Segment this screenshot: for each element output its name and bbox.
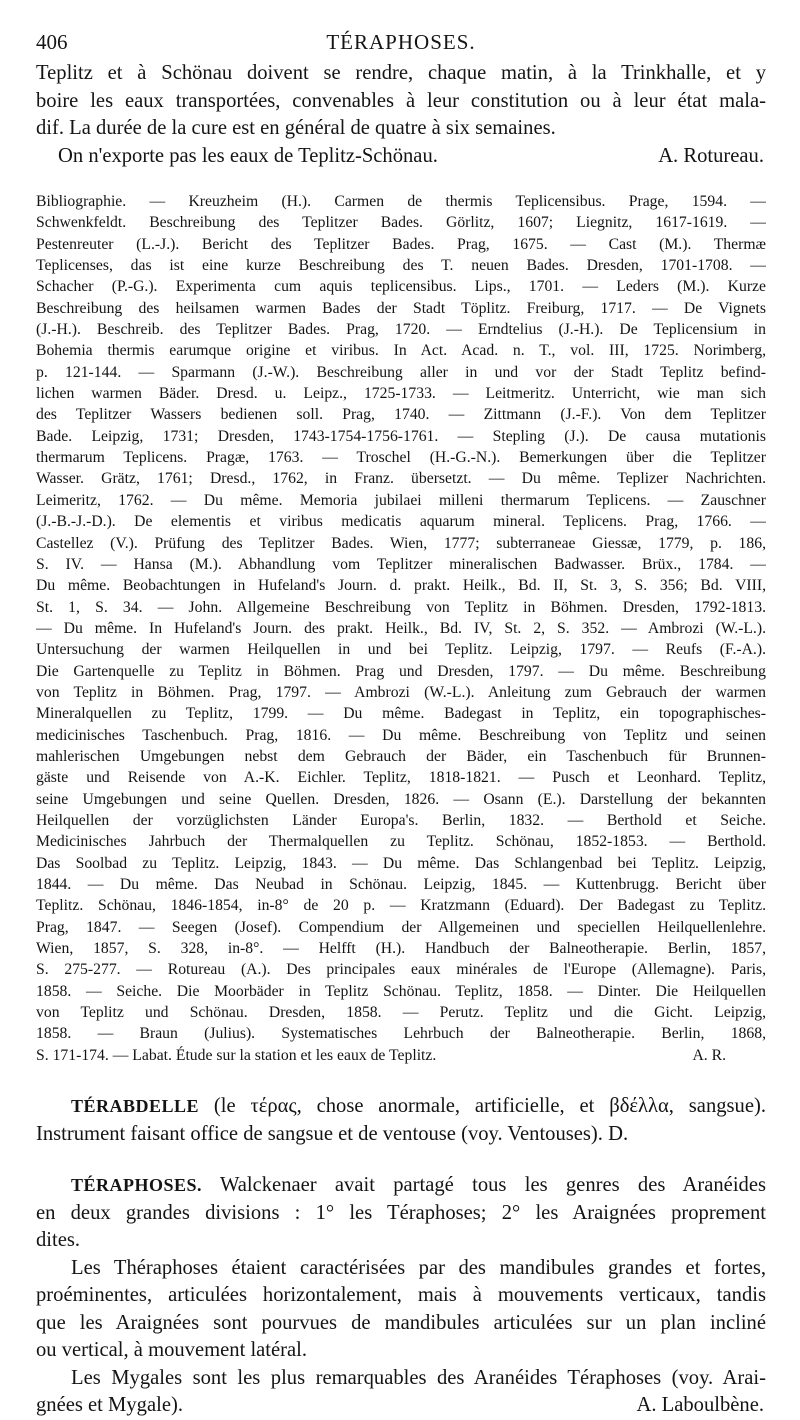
text-line: proéminentes, articulées horizontalement, mais à mouvements verticaux, tandis — [36, 1284, 766, 1307]
page-header — [36, 22, 766, 52]
bibliography-line: 1858. — Seiche. Die Moorbäder in Teplitz Schönau. Teplitz, 1858. — Dinter. Die Heilquellen — [36, 982, 766, 1000]
text-line: en deux grandes divisions : 1° les Téraphoses; 2° les Araignées proprement — [36, 1201, 766, 1224]
bibliography-line: S. IV. — Hansa (M.). Abhandlung vom Teplitzer mineralischen Badwasser. Brüx., 1784. — — [36, 555, 766, 573]
bibliography-line: (J.-H.). Beschreib. des Teplitzer Bades. Prag, 1720. — Erndtelius (J.-H.). De Teplicensium in — [36, 321, 766, 339]
bibliography-line: des Teplitzer Wassers bedienen soll. Prag, 1740. — Zittmann (J.-F.). Von dem Teplitzer — [36, 406, 766, 424]
bibliography-line: St. 1, S. 34. — John. Allgemeine Beschreibung von Teplitz in Böhmen. Dresden, 1792-1813. — [36, 598, 766, 616]
text-line: Instrument faisant office de sangsue et de ventouse (voy. Ventouses). D. — [36, 1122, 629, 1145]
text-line: Teplitz et à Schönau doivent se rendre, chaque matin, à la Trinkhalle, et y — [36, 62, 766, 84]
closing-line — [36, 1392, 766, 1420]
text-line: dif. La durée de la cure est en général de quatre à six semaines. — [36, 117, 556, 139]
bibliography-line: (J.-B.-J.-D.). De elementis et viribus medicatis aquarum mineral. Teplicens. Prag, 1766. — — [36, 513, 766, 531]
entry-first-line — [36, 1093, 766, 1121]
entry-terabdelle — [36, 1093, 766, 1148]
text-line: Les Mygales sont les plus remarquables des Aranéides Téraphoses (voy. Arai- — [71, 1366, 766, 1389]
document-page — [36, 22, 766, 1420]
bibliography-line: von Teplitz und Schönau. Dresden, 1858. — Perutz. Teplitz und die Gicht. Leipzig, — [36, 1004, 766, 1022]
bibliography-line: seine Umgebungen und seine Quellen. Dresden, 1826. — Osann (E.). Darstellung der bekannten — [36, 790, 766, 808]
headword: TÉRABDELLE — [71, 1096, 200, 1117]
bibliography-line: gäste und Reisende von A.-K. Eichler. Teplitz, 1818-1821. — Pusch et Leonhard. Teplitz, — [36, 769, 766, 787]
bibliography-line: Schacher (P.-G.). Experimenta cum aquis teplicensibus. Lips., 1701. — Leders (M.). Kurze — [36, 278, 766, 296]
bibliography-line: 1858. — Braun (Julius). Systematisches Lehrbuch der Balneotherapie. Berlin, 1868, — [36, 1025, 766, 1043]
author-signature: A. R. — [692, 1046, 726, 1064]
page-number: 406 — [36, 30, 68, 54]
text-line: boire les eaux transportées, convenables à leur constitution ou à leur état mala- — [36, 89, 766, 112]
bibliography-last-row — [36, 1045, 766, 1066]
bibliography-line: p. 121-144. — Sparmann (J.-W.). Beschreibung aller in und vor der Stadt Teplitz befind- — [36, 363, 766, 381]
bibliography — [36, 191, 766, 1066]
bibliography-line: Medicinisches Jahrbuch der Thermalquellen zu Teplitz. Schönau, 1852-1853. — Berthold. — [36, 833, 766, 851]
bibliography-line: Mineralquellen zu Teplitz, 1799. — Du même. Badegast in Teplitz, ein topographisches- — [36, 705, 766, 723]
text-line: que les Araignées sont pourvues de mandibules articulées sur un plan incliné — [36, 1311, 766, 1334]
text-line: gnées et Mygale). — [36, 1394, 183, 1417]
bibliography-line: medicinisches Taschenbuch. Prag, 1816. — Du même. Beschreibung von Teplitz und seinen — [36, 726, 766, 744]
bibliography-line: Untersuchung der warmen Heilquellen in und bei Teplitz. Leipzig, 1797. — Reufs (F.-A.). — [36, 641, 766, 659]
bibliography-line: Pestenreuter (L.-J.). Bericht des Teplitzer Bades. Prag, 1675. — Cast (M.). Thermæ — [36, 235, 766, 253]
bibliography-line: S. 171-174. — Labat. Étude sur la station et les eaux de Teplitz. — [36, 1046, 437, 1064]
bibliography-line: Teplitz. Schönau, 1846-1854, in-8° de 20 p. — Kratzmann (Eduard). Der Badegast zu Teplitz. — [36, 897, 766, 915]
bibliography-line: Du même. Beobachtungen in Hufeland's Journ. d. prakt. Heilk., Bd. II, St. 3, S. 356; Bd. VIII, — [36, 577, 766, 595]
text-line: (le τέρας, chose anormale, artificielle, et βδέλλα, sangsue). — [213, 1095, 766, 1118]
text-line: Walckenaer avait partagé tous les genres des Aranéides — [219, 1174, 766, 1197]
running-head: TÉRAPHOSES. — [326, 30, 476, 54]
bibliography-line: thermarum Teplicens. Pragæ, 1763. — Troschel (H.-G.-N.). Bemerkungen über die Teplitzer — [36, 449, 766, 467]
entry-teraphoses — [36, 1172, 766, 1420]
bibliography-line: Teplicenses, das ist eine kurze Beschreibung des T. neuen Bades. Dresden, 1701-1708. — — [36, 257, 766, 275]
bibliography-line: von Teplitz in Böhmen. Prag, 1797. — Ambrozi (W.-L.). Anleitung zum Gebrauch der warmen — [36, 683, 766, 701]
bibliography-line: S. 275-277. — Rotureau (A.). Des principales eaux minérales de l'Europe (Allemagne). Paris, — [36, 961, 766, 979]
author-signature: A. Laboulbène. — [636, 1394, 764, 1417]
bibliography-line: 1844. — Du même. Das Neubad in Schönau. Leipzig, 1845. — Kuttenbrugg. Bericht über — [36, 876, 766, 893]
text-line: Les Théraphoses étaient caractérisées par des mandibules grandes et fortes, — [71, 1256, 766, 1279]
export-text: On n'exporte pas les eaux de Teplitz-Schönau. — [58, 144, 438, 167]
bibliography-line: Heilquellen der vorzüglichsten Länder Europa's. Berlin, 1832. — Berthold et Seiche. — [36, 811, 766, 829]
bibliography-line: Bibliographie. — Kreuzheim (H.). Carmen de thermis Teplicensibus. Prage, 1594. — — [36, 193, 766, 210]
bibliography-line: — Du même. In Hufeland's Journ. des prakt. Heilk., Bd. IV, St. 2, S. 352. — Ambrozi (W.-L.). — [36, 619, 766, 637]
headword: TÉRAPHOSES. — [71, 1175, 203, 1196]
bibliography-line: Leimeritz, 1762. — Du même. Memoria jubilaei milleni thermarum Teplicens. — Zauschner — [36, 491, 766, 509]
bibliography-line: Beschreibung des heilsamen warmen Bades der Stadt Töplitz. Freiburg, 1717. — De Vignets — [36, 299, 766, 317]
export-line — [36, 143, 766, 171]
intro-paragraph — [36, 60, 766, 170]
bibliography-line: Die Gartenquelle zu Teplitz in Böhmen. Prag und Dresden, 1797. — Du même. Beschreibung — [36, 662, 766, 680]
bibliography-line: mahlerischen Umgebungen nebst dem Gebrauch der Bäder, ein Taschenbuch für Brunnen- — [36, 747, 766, 765]
text-line: ou vertical, à mouvement latéral. — [36, 1339, 308, 1362]
bibliography-line: Wien, 1857, S. 328, in-8°. — Helfft (H.). Handbuch der Balneotherapie. Berlin, 1857, — [36, 940, 766, 958]
entry-first-line — [36, 1172, 766, 1200]
text-line: dites. — [36, 1229, 81, 1252]
bibliography-line: Das Soolbad zu Teplitz. Leipzig, 1843. — Du même. Das Schlangenbad bei Teplitz. Leipzig, — [36, 854, 766, 872]
bibliography-line: Bohemia thermis earumque origine et viribus. In Act. Acad. n. T., vol. III, 1725. Norimberg, — [36, 342, 766, 360]
bibliography-line: Castellez (V.). Prüfung des Teplitzer Bades. Wien, 1777; subterraneae Giessæ, 1779, p. 186, — [36, 534, 766, 552]
bibliography-line: Prag, 1847. — Seegen (Josef). Compendium der Allgemeinen und speciellen Heilquellenlehre. — [36, 918, 766, 936]
bibliography-line: Schwenkfeldt. Beschreibung des Teplitzer Bades. Görlitz, 1607; Liegnitz, 1617-1619. — — [36, 214, 766, 232]
author-signature: A. Rotureau. — [658, 144, 764, 167]
bibliography-line: Bade. Leipzig, 1731; Dresden, 1743-1754-1756-1761. — Stepling (J.). De causa mutationis — [36, 427, 766, 445]
bibliography-line: lichen warmen Bäder. Dresd. u. Leipz., 1725-1733. — Leitmeritz. Unterricht, wie man sich — [36, 385, 766, 403]
bibliography-line: Wasser. Grätz, 1761; Dresd., 1762, in Franz. übersetzt. — Du même. Teplizer Nachrichten. — [36, 470, 766, 488]
